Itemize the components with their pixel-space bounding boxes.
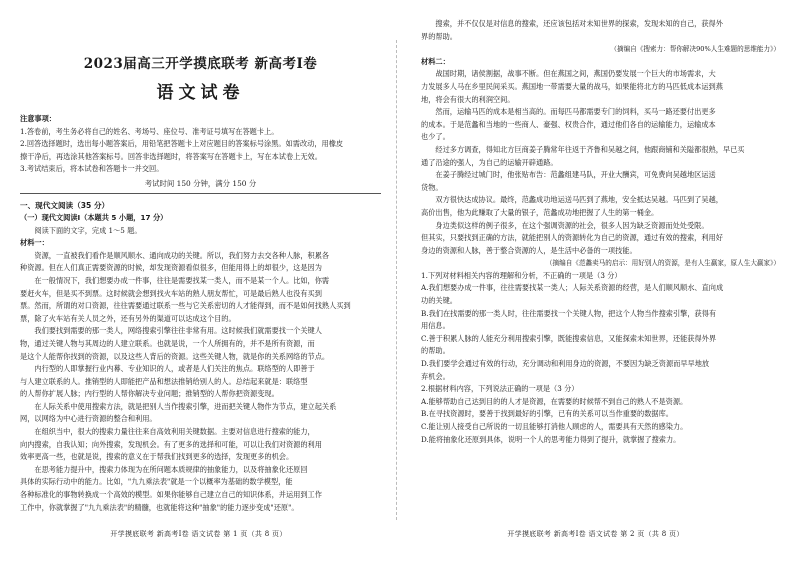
notice-heading: 注意事项： [20, 114, 56, 123]
notice-item: 擦干净后，再选涂其他答案标号。回答非选择题时，将答案写在答题卡上，写在本试卷上无效。 [20, 151, 322, 161]
passage-line: 票。然而，所谓的对口资源，往往需要通过联系一些与它关系密切的人才能得到，而不是如何找熟人买到 [20, 301, 351, 311]
passage-line: 然而，运输马匹的成本是相当高的。而每匹马都需要专门的饲料，买马一路还要付出更多 [435, 107, 716, 117]
answer-option: 的帮助。 [421, 346, 450, 356]
passage-body [20, 250, 381, 514]
passage-line: 票，除了火车站有关人员之外，还有另外的渠道可以达成这个目的。 [20, 313, 236, 323]
answer-option: C.善于积累人脉的人能充分利用搜索引擎，既能搜索信息，又能探索未知世界，还能获得外界 [421, 333, 717, 343]
question-2-stem: 2.根据材料内容，下列说法正确的一项是（3 分） [421, 384, 579, 394]
question-2-options [421, 396, 780, 446]
passage-line: 身边的资源和人脉，善于整合资源的人，是生活中必备的一项技能。 [421, 245, 637, 255]
passage-line: 要赶火车，但是买不到票。这时候就会想到找火车站的熟人朋友帮忙，可是最后熟人也没有买到 [20, 288, 322, 298]
passage-line: 具体的实际行动中的能力。比如，"九九乘法表"就是一个以概率为基础的数学模型，能 [20, 477, 293, 487]
material-label: 材料二： [421, 56, 450, 66]
exam-subject: 语文试卷 [156, 83, 245, 103]
page-footer: 开学摸底联考 新高考Ⅰ卷 语文试卷 第 2 页（共 8 页） [507, 530, 684, 538]
answer-option: A.能够帮助自己达到目的的人才是资源，在需要的时候帮不到自己的熟人不是资源。 [421, 396, 688, 406]
passage-line: 也少了。 [421, 132, 450, 142]
passage-line: 工作中，你就掌握了"九九乘法表"的精髓，也就能将这种"抽象"的能力逐步变成"还原"。 [20, 502, 299, 512]
answer-option: B.在寻找资源时，要善于找到最好的引擎，已有的关系可以当作重要的数据库。 [421, 409, 673, 419]
passage-line: 高价出售，他为此赚取了大量的银子，范蠡成功地把握了人生的第一桶金。 [421, 207, 659, 217]
exam-title: 2023届高三开学摸底联考 新高考Ⅰ卷 [83, 56, 318, 72]
passage-line: 通了沿途的强人，为自己的运输开辟通路。 [421, 157, 558, 167]
section-divider [20, 193, 381, 194]
passage-line: 效率更高一些，也就是说，搜索的意义在于帮我们找到更多的选择，发现更多的机会。 [20, 452, 294, 462]
passage-line: 物，通过关键人物与其周边的人建立联系。也就是说，一个人所拥有的，并不是所有资源，而 [20, 338, 315, 348]
passage-line: 向内搜索，自我认知；向外搜索，发现机会。有了更多的选择和可能，可以让我们对资源的利用 [20, 439, 322, 449]
passage-line: 战国时期，诸侯割据，战事不断。但在燕国之间，燕国仍要发展一个巨大的市场需求，大 [435, 69, 716, 79]
passage-line: 身边类似这样的例子很多，在这个强调资源的社会，很多人因为缺乏资源而处处受限。 [435, 220, 709, 230]
source-citation: （摘编自《搜索力：帮你解决90%人生难题的思维能力》） [610, 45, 780, 54]
passage-line: 网，以网络为中心进行资源的整合和利用。 [20, 414, 157, 424]
answer-option: A.我们想要办成一件事，往往需要找某一类人；人际关系资源的经营，是人们顺风顺水、直向成 [421, 283, 724, 293]
answer-option: C.能让别人接受自己所说的一切且能够打消他人顾虑的人，需要具有天然的感染力。 [421, 422, 688, 431]
answer-option: D.我们要学会通过有效的行动，充分调动和利用身边的资源，不要因为缺乏资源而早早地放 [421, 359, 710, 369]
passage-line: 在思考能力提升中，搜索力体现为在所问题本质规律的抽象能力，以及将抽象化还原回 [34, 464, 308, 474]
passage-line: 与人建立联系的人。推销型的人即能把产品和想法推销给别人的人。总结起来就是：联络型 [20, 376, 308, 386]
passage-line: 地，将会有很大的利润空间。 [421, 94, 515, 104]
passage-line: 搜索，并不仅仅是对信息的搜索，还应该包括对未知世界的探索，发现未知的自己，获得外 [435, 19, 723, 28]
passage-line: 的成本。于是范蠡和当地的一些商人、豪强、权贵合作，通过他们各自的运输能力，运输成本 [421, 119, 716, 129]
answer-option: D.能将抽象化还原到具体，说明一个人的思考能力得到了提升，就掌握了搜索力。 [421, 434, 681, 444]
passage-line: 的人帮你扩展人脉；内行型的人帮你解决专业问题；推销型的人帮你把资源变现。 [20, 389, 279, 399]
passage-line: 在人际关系中使用搜索方法，就是把别人当作搜索引擎，进而把关键人物作为节点，建立起关系 [34, 401, 337, 411]
reading-instruction: 阅读下面的文字，完成 1～5 题。 [34, 225, 142, 235]
passage-line: 在组织当中，很大的搜索力量往往来自高效利用关键数据。主要对信息进行搜索的能力， [34, 427, 315, 437]
passage-line: 界的帮助。 [421, 31, 457, 41]
passage-line: 货物。 [421, 182, 443, 192]
answer-option: B.我们在找需要的那一类人时，往往需要找一个关键人物，把这个人物当作搜索引擎，获得有 [421, 308, 717, 318]
passage-line: 在一般情况下，我们想要办成一件事，往往是需要找某一类人，而不是某一个人。比如，你需 [34, 275, 330, 285]
notice-item: 1.答卷前，考生务必将自己的姓名、考场号、座位号、准考证号填写在答题卡上。 [20, 126, 279, 136]
exam-time: 考试时间 150 分钟，满分 150 分 [144, 178, 257, 188]
passage-line: 力发展多人马在乡里民间采买。燕国地一带需要大量的战马，如果能将北方的马匹低成本运到燕 [421, 81, 723, 91]
passage-line: 我们要找到需要的那一类人，网络搜索引擎往往非常有用。这时候我们就需要找一个关键人 [34, 326, 322, 336]
passage-line: 内行型的人即掌握行业内幕、专业知识的人，或者是人们关注的焦点。联络型的人即善于 [34, 364, 315, 374]
passage-continued [421, 18, 780, 43]
passage-line: 各种标准化的事物转换成一个高效的模型。如果你能够自己建立自己的知识体系，并运用到工作 [20, 490, 322, 500]
passage-body [421, 68, 780, 257]
answer-option: 用信息。 [421, 321, 450, 331]
notice-item: 3.考试结束后，将本试卷和答题卡一并交回。 [20, 164, 164, 174]
material-label: 材料一： [20, 238, 49, 248]
passage-line: 资源，一直被我们看作是顺风顺水、通向成功的关键。所以，我们努力去交各种人脉，积累各 [34, 250, 330, 260]
subsection-heading: （一）现代文阅读Ⅰ（本题共 5 小题，17 分） [20, 212, 168, 222]
passage-line: 种资源。但在人们真正需要资源的时候，却发现资源看似很多，但能用得上的却很少，这是因为 [20, 263, 322, 273]
answer-option: 弃机会。 [421, 371, 450, 381]
passage-line: 经过多方调查，得知北方巨商姜子腾常年往返于齐鲁和吴越之间，他跟商铺和关隘都很熟，早已买 [435, 144, 745, 154]
passage-line: 双方很快达成协议。最终，范蠡成功地运送马匹到了燕地，安全抵达吴越。马匹到了吴越， [435, 195, 723, 205]
notice-list [20, 126, 381, 176]
source-citation: （摘编自《范蠡卖马的启示：用好别人的资源，是有人生赢家，原人生大赢家》） [545, 259, 780, 268]
passage-line: 在姜子腾经过城门时，他张贴布告：范蠡组建马队，开业大酬宾，可免费向吴越地区运送 [435, 170, 716, 180]
notice-item: 2.回答选择题时，选出每小题答案后，用铅笔把答题卡上对应题目的答案标号涂黑。如需改动，用橡皮 [20, 139, 344, 149]
answer-option: 功的关键。 [421, 296, 457, 306]
passage-line: 但其实，只要找到正确的方法，就能把别人的资源转化为自己的资源，通过有效的搜索，利用好 [421, 233, 723, 243]
passage-line: 是这个人能帮你找到的资源，以及这些人背后的资源。这些关键人物，就是你的关系网络的节点。 [20, 351, 330, 361]
section-heading: 一、现代文阅读（35 分） [20, 200, 110, 210]
page-footer: 开学摸底联考 新高考Ⅰ卷 语文试卷 第 1 页（共 8 页） [110, 530, 287, 538]
question-1-stem: 1.下列对材料相关内容的理解和分析，不正确的一项是（3 分） [421, 270, 622, 280]
page-2 [397, 0, 794, 562]
question-1-options [421, 282, 780, 383]
